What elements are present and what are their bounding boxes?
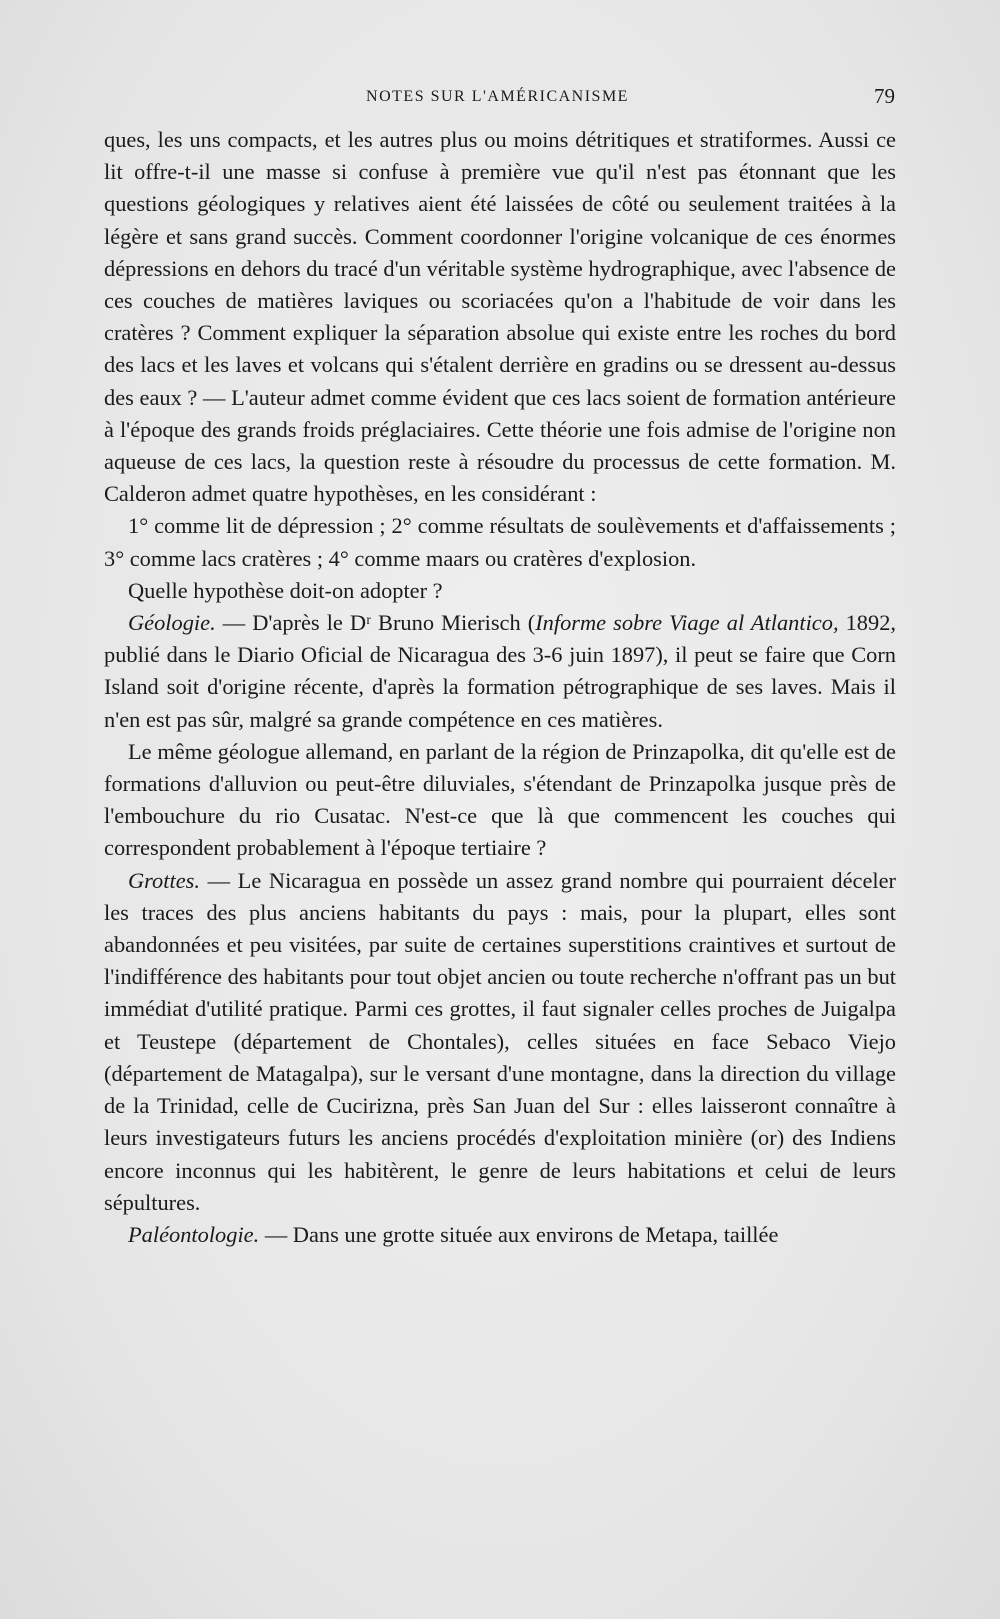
cited-title: Informe sobre Viage al Atlantico, — [535, 610, 839, 636]
paragraph-text: — D'après le Dʳ Bruno Mierisch ( — [215, 610, 536, 636]
paragraph-hypotheses: 1° comme lit de dépression ; 2° comme résultats de soulèvements et d'affaissements ; 3° comme lacs cratères ; 4° comme maars ou cratères d'explosion. — [104, 513, 896, 571]
paragraph-question: Quelle hypothèse doit-on adopter ? — [128, 577, 443, 603]
section-heading-paleontologie: Paléontologie. — [128, 1221, 260, 1247]
section-heading-geologie: Géologie. — [128, 610, 216, 636]
paragraph-text: — Dans une grotte située aux environs de Metapa, taillée — [259, 1221, 779, 1247]
paragraph-text: — Le Nicaragua en possède un assez grand nombre qui pourraient déceler les traces des plus anciens habitants du pays : mais, pour la plupart, elles sont abandonnées et peu visitées, par suite de certaines superstitions craintives et surtout de l'indifférence des habitants pour tout objet ancien ou toute recherche n'offrant pas un but immédiat d'utilité pratique. Parmi ces grottes, il faut signaler celles proches de Juigalpa et Teustepe (département de Chontales), celles situées en face Sebaco Viejo (département de Matagalpa), sur le versant d'une montagne, dans la direction du village de la Trinidad, celle de Cucirizna, près San Juan del Sur : elles laisseront connaître à leurs investigateurs futurs les anciens procédés d'exploitation minière (or) des Indiens encore inconnus qui les habitèrent, le genre de leurs habitations et celui de leurs sépultures. — [104, 867, 896, 1215]
body-text — [104, 124, 896, 1251]
paragraph-paleontologie — [104, 1219, 896, 1251]
paragraph-text: 1892, publié dans le Diario Oficial de Nicaragua des 3-6 juin 1897), il peut se faire que Corn Island soit d'origine récente, d'après la formation pétrographique de ses laves. Mais il n'en est pas sûr, malgré sa grande compétence en ces matières. — [104, 610, 896, 732]
running-title: NOTES SUR L'AMÉRICANISME — [366, 88, 629, 105]
paragraph-1: ques, les uns compacts, et les autres plus ou moins détritiques et stratiformes. Aussi ce lit offre-t-il une masse si confuse à première vue qu'il n'est pas étonnant que les questions géologiques y relatives aient été laissées de côté ou seulement traitées à la légère et sans grand succès. Comment coordonner l'origine volcanique de ces énormes dépressions en dehors du tracé d'un véritable système hydrographique, avec l'absence de ces couches de matières laviques ou scoriacées qu'on a l'habitude de voir dans les cratères ? Comment expliquer la séparation absolue qui existe entre les roches du bord des lacs et les laves et volcans qui s'étalent derrière en gradins ou se dressent au-dessus des eaux ? — L'auteur admet comme évident que ces lacs soient de formation antérieure à l'époque des grands froids préglaciaires. Cette théorie une fois admise de l'origine non aqueuse de ces lacs, la question reste à résoudre du processus de cette formation. M. Calderon admet quatre hypothèses, en les considérant : — [104, 127, 896, 507]
paragraph-grottes — [104, 865, 896, 1219]
paragraph-prinzapolka: Le même géologue allemand, en parlant de la région de Prinzapolka, dit qu'elle est de formations d'alluvion ou peut-être diluviales, s'étendant de Prinzapolka jusque près de l'embouchure du rio Cusatac. N'est-ce que là que commencent les couches qui correspondent probablement à l'époque tertiaire ? — [104, 738, 896, 861]
section-heading-grottes: Grottes. — [128, 867, 200, 893]
running-head — [100, 84, 895, 110]
page-number: 79 — [874, 84, 895, 108]
paragraph-geologie — [104, 607, 896, 736]
